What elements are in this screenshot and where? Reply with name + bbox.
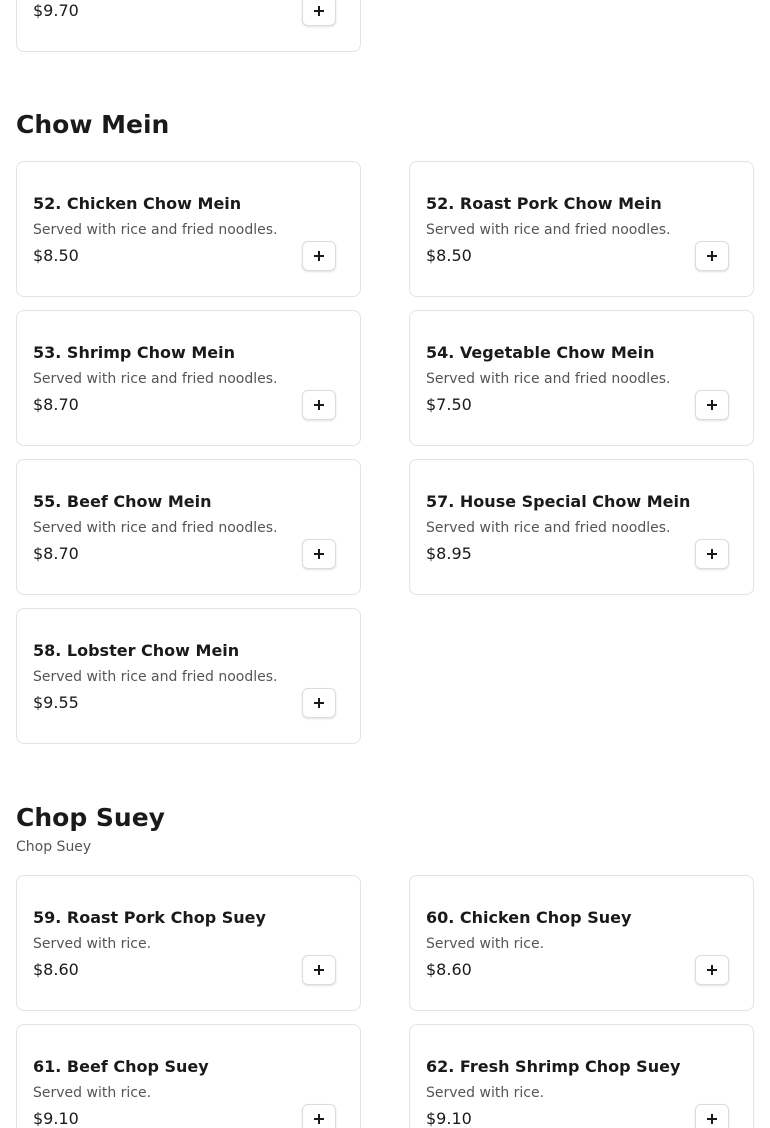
item-description: Served with rice and fried noodles. [33, 222, 278, 238]
add-item-button[interactable] [695, 1104, 729, 1128]
item-price: $9.10 [426, 1109, 472, 1128]
item-description: Served with rice and fried noodles. [33, 371, 278, 387]
add-item-button[interactable] [695, 955, 729, 985]
menu-item-card[interactable] [409, 1024, 754, 1128]
add-item-button[interactable] [302, 241, 336, 271]
item-name: 57. House Special Chow Mein [426, 492, 691, 511]
item-price: $8.60 [426, 960, 472, 979]
plus-icon [314, 251, 324, 261]
item-description: Served with rice and fried noodles. [33, 669, 278, 685]
add-item-button[interactable] [302, 539, 336, 569]
add-item-button[interactable] [695, 539, 729, 569]
item-price: $8.95 [426, 544, 472, 563]
item-name: 61. Beef Chop Suey [33, 1057, 209, 1076]
add-item-button[interactable] [302, 955, 336, 985]
plus-icon [314, 549, 324, 559]
item-price: $9.70 [33, 1, 79, 20]
menu-item-card[interactable] [409, 310, 754, 446]
plus-icon [314, 965, 324, 975]
menu-item-card[interactable] [409, 161, 754, 297]
item-name: 52. Chicken Chow Mein [33, 194, 242, 213]
menu-item-card[interactable] [16, 459, 361, 595]
item-name: 62. Fresh Shrimp Chop Suey [426, 1057, 681, 1076]
plus-icon [314, 698, 324, 708]
item-price: $9.10 [33, 1109, 79, 1128]
plus-icon [707, 1114, 717, 1124]
add-item-button[interactable] [695, 241, 729, 271]
item-description: Served with rice. [426, 1085, 545, 1101]
item-description: Served with rice. [33, 1085, 152, 1101]
item-price: $8.50 [426, 246, 472, 265]
plus-icon [314, 1114, 324, 1124]
menu-item-card[interactable] [16, 310, 361, 446]
add-item-button[interactable] [302, 390, 336, 420]
menu-item-card[interactable] [409, 875, 754, 1011]
plus-icon [707, 251, 717, 261]
item-price: $9.55 [33, 693, 79, 712]
plus-icon [707, 549, 717, 559]
item-name: 58. Lobster Chow Mein [33, 641, 240, 660]
item-price: $8.70 [33, 395, 79, 414]
menu-item-card[interactable] [409, 459, 754, 595]
item-price: $8.60 [33, 960, 79, 979]
add-item-button[interactable] [302, 0, 336, 26]
plus-icon [707, 965, 717, 975]
menu-item-card[interactable] [16, 608, 361, 744]
item-price: $8.70 [33, 544, 79, 563]
menu-item-card[interactable] [16, 1024, 361, 1128]
item-description: Served with rice. [426, 936, 545, 952]
item-description: Served with rice. [33, 936, 152, 952]
item-name: 54. Vegetable Chow Mein [426, 343, 655, 362]
menu-item-card[interactable] [16, 161, 361, 297]
item-name: 60. Chicken Chop Suey [426, 908, 632, 927]
plus-icon [314, 6, 324, 16]
item-name: 52. Roast Pork Chow Mein [426, 194, 662, 213]
item-price: $8.50 [33, 246, 79, 265]
menu-item-card[interactable] [16, 0, 361, 52]
item-description: Served with rice and fried noodles. [426, 520, 671, 536]
add-item-button[interactable] [695, 390, 729, 420]
plus-icon [314, 400, 324, 410]
item-name: 55. Beef Chow Mein [33, 492, 212, 511]
add-item-button[interactable] [302, 1104, 336, 1128]
add-item-button[interactable] [302, 688, 336, 718]
item-price: $7.50 [426, 395, 472, 414]
item-name: 53. Shrimp Chow Mein [33, 343, 236, 362]
section-title-chop-suey: Chop Suey [16, 803, 165, 832]
item-description: Served with rice and fried noodles. [33, 520, 278, 536]
item-description: Served with rice and fried noodles. [426, 371, 671, 387]
section-title-chow-mein: Chow Mein [16, 110, 170, 139]
item-description: Served with rice and fried noodles. [426, 222, 671, 238]
item-name: 59. Roast Pork Chop Suey [33, 908, 266, 927]
menu-item-card[interactable] [16, 875, 361, 1011]
plus-icon [707, 400, 717, 410]
section-subtitle: Chop Suey [16, 839, 92, 855]
